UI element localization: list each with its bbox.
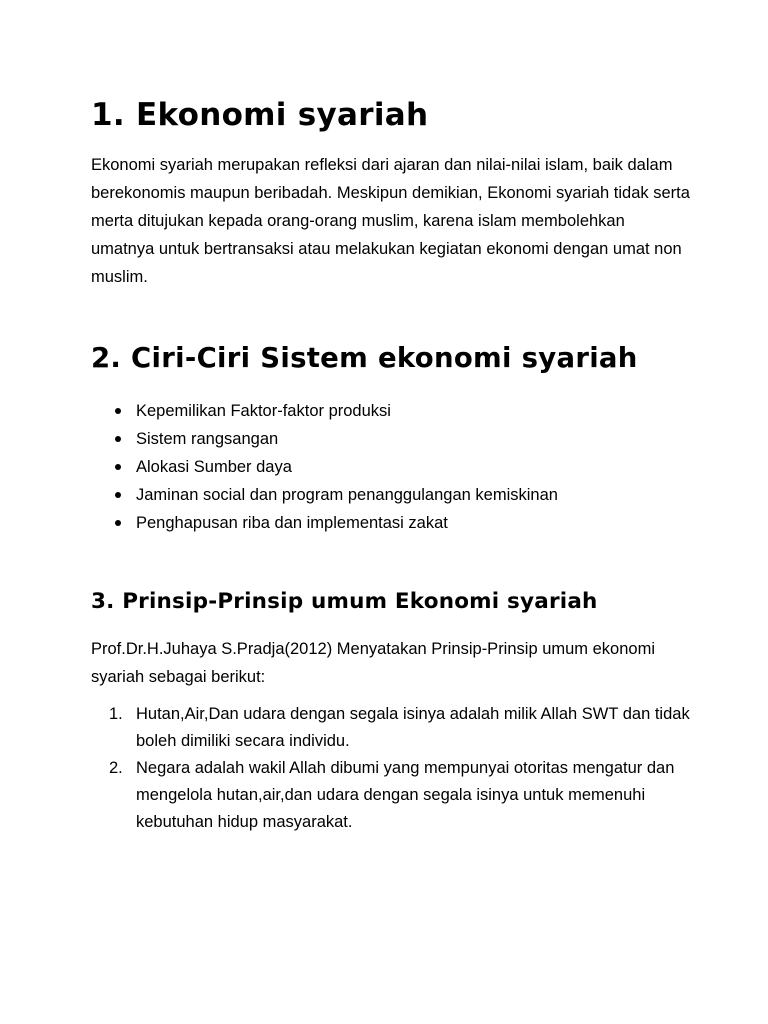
bullet-icon bbox=[115, 408, 121, 414]
list-item-text: Hutan,Air,Dan udara dengan segala isinya adalah milik Allah SWT dan tidak boleh dimiliki secara individu. bbox=[136, 705, 690, 750]
list-item-text: Kepemilikan Faktor-faktor produksi bbox=[136, 402, 391, 420]
list-item-number: 1. bbox=[109, 705, 123, 723]
bullet-icon bbox=[115, 436, 121, 442]
section-1-paragraph: Ekonomi syariah merupakan refleksi dari ajaran dan nilai-nilai islam, baik dalam berekonomis maupun beribadah. Meskipun demikian, Ekonomi syariah tidak serta merta ditujukan kepada orang-orang muslim, karena islam membolehkan umatnya untuk bertransaksi atau melakukan kegiatan ekonomi dengan umat non muslim. bbox=[91, 156, 690, 286]
section-2-heading: 2. Ciri-Ciri Sistem ekonomi syariah bbox=[91, 342, 638, 374]
list-item-text: Jaminan social dan program penanggulangan kemiskinan bbox=[136, 486, 558, 504]
list-item-text: Negara adalah wakil Allah dibumi yang mempunyai otoritas mengatur dan mengelola hutan,air,dan udara dengan segala isinya untuk memenuhi kebutuhan hidup masyarakat. bbox=[136, 759, 675, 831]
section-3-heading: 3. Prinsip-Prinsip umum Ekonomi syariah bbox=[91, 589, 598, 614]
list-item-text: Sistem rangsangan bbox=[136, 430, 279, 448]
list-item bbox=[91, 509, 558, 537]
bullet-icon bbox=[115, 520, 121, 526]
section-3-numbered-list bbox=[91, 701, 691, 836]
bullet-icon bbox=[115, 464, 121, 470]
list-item bbox=[91, 755, 691, 836]
list-item-number: 2. bbox=[109, 759, 123, 777]
list-item-text: Alokasi Sumber daya bbox=[136, 458, 292, 476]
section-2-bullet-list bbox=[91, 397, 558, 537]
bullet-icon bbox=[115, 492, 121, 498]
list-item bbox=[91, 397, 558, 425]
section-3-paragraph: Prof.Dr.H.Juhaya S.Pradja(2012) Menyatakan Prinsip-Prinsip umum ekonomi syariah sebagai berikut: bbox=[91, 640, 655, 686]
list-item bbox=[91, 453, 558, 481]
section-1-heading: 1. Ekonomi syariah bbox=[91, 97, 429, 133]
list-item bbox=[91, 425, 558, 453]
list-item-text: Penghapusan riba dan implementasi zakat bbox=[136, 514, 448, 532]
list-item bbox=[91, 701, 691, 755]
list-item bbox=[91, 481, 558, 509]
